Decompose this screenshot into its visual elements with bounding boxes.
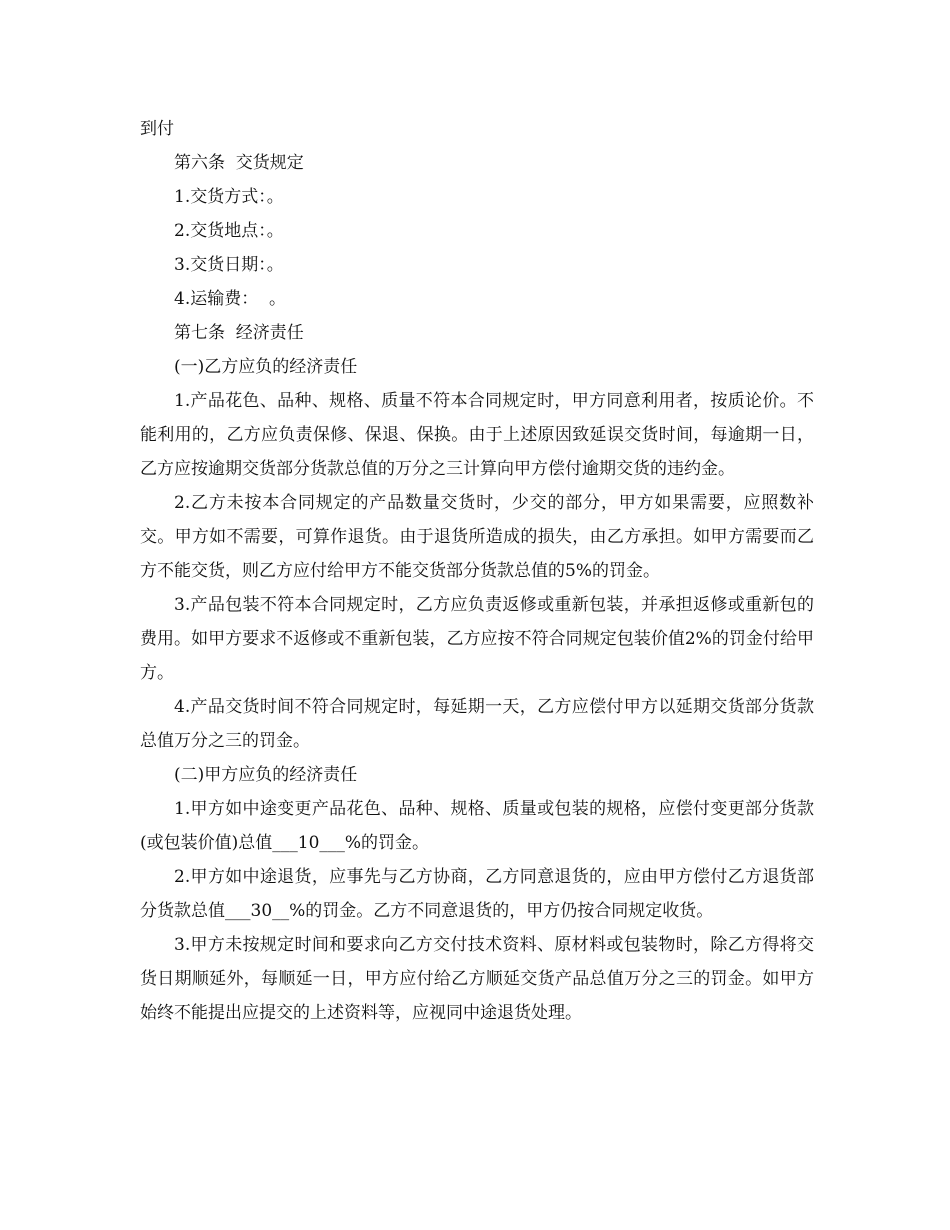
party-b-clause-3: 3.产品包装不符本合同规定时，乙方应负责返修或重新包装，并承担返修或重新包的费用。如甲方要求不返修或不重新包装，乙方应按不符合同规定包装价值2%的罚金付给甲方。 xyxy=(140,595,814,683)
party-a-clause-1: 1.甲方如中途变更产品花色、品种、规格、质量或包装的规格，应偿付变更部分货款(或包装价值)总值___10___%的罚金。 xyxy=(140,799,814,853)
transport-fee-item: 4.运输费： 。 xyxy=(174,289,287,309)
party-b-clause-2: 2.乙方未按本合同规定的产品数量交货时，少交的部分，甲方如果需要，应照数补交。甲方如不需要，可算作退货。由于退货所造成的损失，由乙方承担。如甲方需要而乙方不能交货，则乙方应付给甲方不能交货部分货款总值的5%的罚金。 xyxy=(140,493,814,581)
article-6-title: 第六条 交货规定 xyxy=(174,153,304,173)
delivery-date-item: 3.交货日期：。 xyxy=(174,255,284,275)
article-7-title: 第七条 经济责任 xyxy=(174,323,304,343)
party-a-clause-2: 2.甲方如中途退货，应事先与乙方协商，乙方同意退货的，应由甲方偿付乙方退货部分货款总值___30__%的罚金。乙方不同意退货的，甲方仍按合同规定收货。 xyxy=(140,867,814,921)
delivery-location-item: 2.交货地点：。 xyxy=(174,221,284,241)
party-b-clause-4: 4.产品交货时间不符合同规定时，每延期一天，乙方应偿付甲方以延期交货部分货款总值万分之三的罚金。 xyxy=(140,697,814,751)
delivery-method-item: 1.交货方式：。 xyxy=(174,187,284,207)
party-a-clause-3: 3.甲方未按规定时间和要求向乙方交付技术资料、原材料或包装物时，除乙方得将交货日期顺延外，每顺延一日，甲方应付给乙方顺延交货产品总值万分之三的罚金。如甲方始终不能提出应提交的上述资料等，应视同中途退货处理。 xyxy=(140,935,814,1023)
party-b-clause-1: 1.产品花色、品种、规格、质量不符本合同规定时，甲方同意利用者，按质论价。不能利用的，乙方应负责保修、保退、保换。由于上述原因致延误交货时间，每逾期一日，乙方应按逾期交货部分货款总值的万分之三计算向甲方偿付逾期交货的违约金。 xyxy=(140,391,814,479)
continuation-text: 到付 xyxy=(140,119,174,139)
party-b-liability-heading: (一)乙方应负的经济责任 xyxy=(174,357,358,377)
document-body xyxy=(140,112,814,1030)
party-a-liability-heading: (二)甲方应负的经济责任 xyxy=(174,765,358,785)
